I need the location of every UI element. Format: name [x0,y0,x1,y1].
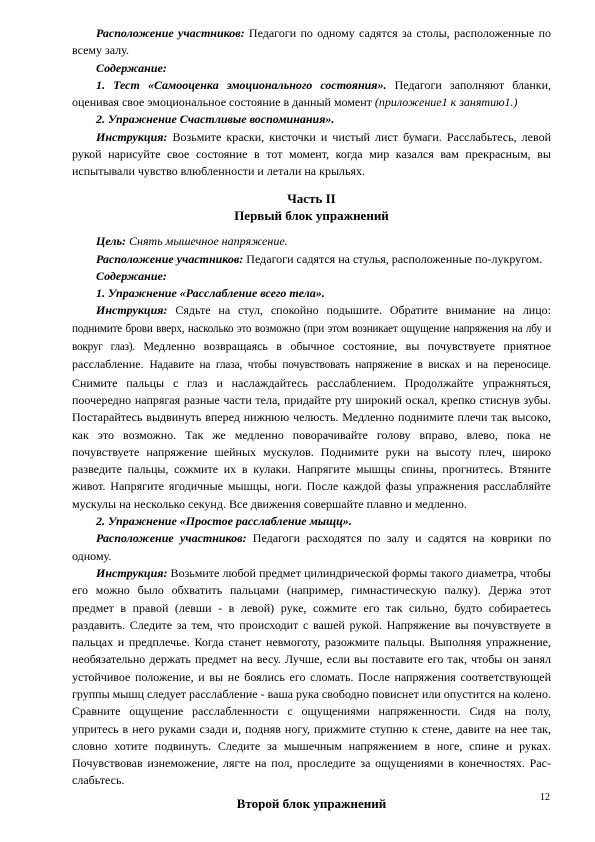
label: Цель: [96,234,126,249]
label: Расположение участников: [96,531,247,546]
paragraph-participants-arrangement-1 [72,25,551,60]
paragraph-text: Снимите пальцы с глаз и наслаждайтесь расслаблением. Продолжайте упражняться, поочередно напрягая разные части тела, придайте рту широкий оскал, крепко стиснув зубы. Постарайтесь выдвинуть вперед нижнюю челюсть. Медленно поднимите плечи так высоко, как это возможно. Так же медленно поворачивайте голову вправо, влево, пока не почувствуете напряжение шейных мускулов. Поднимите руки на высоту плеч, широко разведите пальцы, сожмите их в кулаки. Напрягите мышцы спины, прогнитесь. Втяните живот. Напрягите ягодичные мышцы, ноги. После каждой фазы упражнения расслабляйте мускулы на несколько секунд. Все движения совершайте плавно и медленно. [72,375,551,511]
label: Расположение участников: [96,26,245,40]
paragraph-content-heading-2 [72,268,551,285]
paragraph-exercise-happy-memories [72,111,551,128]
paragraph-text: Педагоги садятся на стулья, расположенные по-лукругом. [243,251,543,266]
paragraph-text: Возьмите краски, кисточки и чистый лист бумаги. Расслабьтесь, левой рукой нарисуйте свое состояние в тот момент, когда мир казался вам прекрасным, вы испытывали чувство влюбленности и летали на крыльях. [72,129,551,179]
paragraph-instruction-1 [72,129,551,181]
paragraph-text: Снять мышечное напряжение. [126,234,288,249]
part-title: Часть II [287,190,336,206]
label: 2. Упражнение Счастливые воспоминания». [96,112,335,127]
paragraph-text: Педагоги по одному садятся за столы, расположенные по всему залу. [72,26,552,58]
paragraph-participants-arrangement-3 [72,530,551,565]
label: Инструкция: [96,303,168,318]
appendix-reference: (приложение1 к занятию1.) [374,95,518,110]
paragraph-exercise-simple-relaxation [72,513,551,530]
label: 1. Упражнение «Расслабление всего тела». [96,286,325,301]
paragraph-text: Педагоги расходятся по залу и садятся на коврики по одному. [72,531,551,563]
paragraph-participants-arrangement-2 [72,251,551,268]
paragraph-text: Возьмите любой предмет цилиндрической формы такого диаметра, чтобы его можно было обхватить пальцами (например, гимнастическую палку). Держа этот предмет в правой (левши - в левой) руке, сожмите его так сильно, будто собираетесь раздавить. Следите за тем, что происходит с вашей рукой. Напряжение вы почувствуете в пальцах и предплечье. Когда станет невмоготу, разожмите пальцы. Выполняя упражнение, необязательно держать предмет на весу. Лучше, если вы поставите его так, чтобы он занял устойчивое положение, и вы не боялись его сломать. После напряжения соответствующей группы мышц следует расслабление - ваша рука свободно повиснет или опустится на колено. Сравните ощущение расслабленности с ощущениями напряженности. Сидя на полу, упритесь в него руками сзади и, подняв ногу, прижмите ступню к стене, давите на нее так, словно хотите подвинуть. Следите за мышечным напряжением в ноге, спине и руках. Почувствовав изнеможение, лягте на пол, проследите за ощущениями в конечностях. Рас-слабьтесь. [72,565,551,788]
paragraph-text: Сядьте на стул, спокойно подышите. Обратите внимание на лицо: [167,303,551,318]
paragraph-text: Медленно возвращаясь в обычное состояние, вы почувствуете приятное расслабление. [72,339,551,372]
paragraph-exercise-full-body-relaxation [72,285,551,302]
paragraph-text: Педагоги заполняют бланки, оценивая свое эмоциональное состояние в данный момент [72,77,551,110]
label: 1. Тест «Самооценка эмоционального состояния». [96,77,387,92]
paragraph-instruction-2 [72,302,551,513]
paragraph-instruction-3 [72,565,551,790]
label: Расположение участников: [96,251,244,266]
label: Инструкция: [96,565,168,580]
label: 2. Упражнение «Простое расслабление мыщц». [96,514,352,529]
paragraph-text: Надавите на глаза, чтобы почувствовать напряжение в висках и на переносице. [149,359,552,372]
paragraph-content-heading-1 [72,60,551,77]
paragraph-text: поднимите брови вверх, насколько это возможно (при этом возникает ощущение напряжения на лбу и вокруг глаз). [72,322,551,354]
paragraph-test-self-assessment [72,77,551,112]
label: Содержание: [96,268,167,283]
page-number: 12 [540,792,550,803]
paragraph-goal [72,233,551,250]
label: Содержание: [96,60,167,75]
block-title-second: Второй блок упражнений [236,795,387,811]
document-page [72,25,551,812]
block-title-first: Первый блок упражнений [234,207,389,223]
label: Инструкция: [96,129,168,144]
